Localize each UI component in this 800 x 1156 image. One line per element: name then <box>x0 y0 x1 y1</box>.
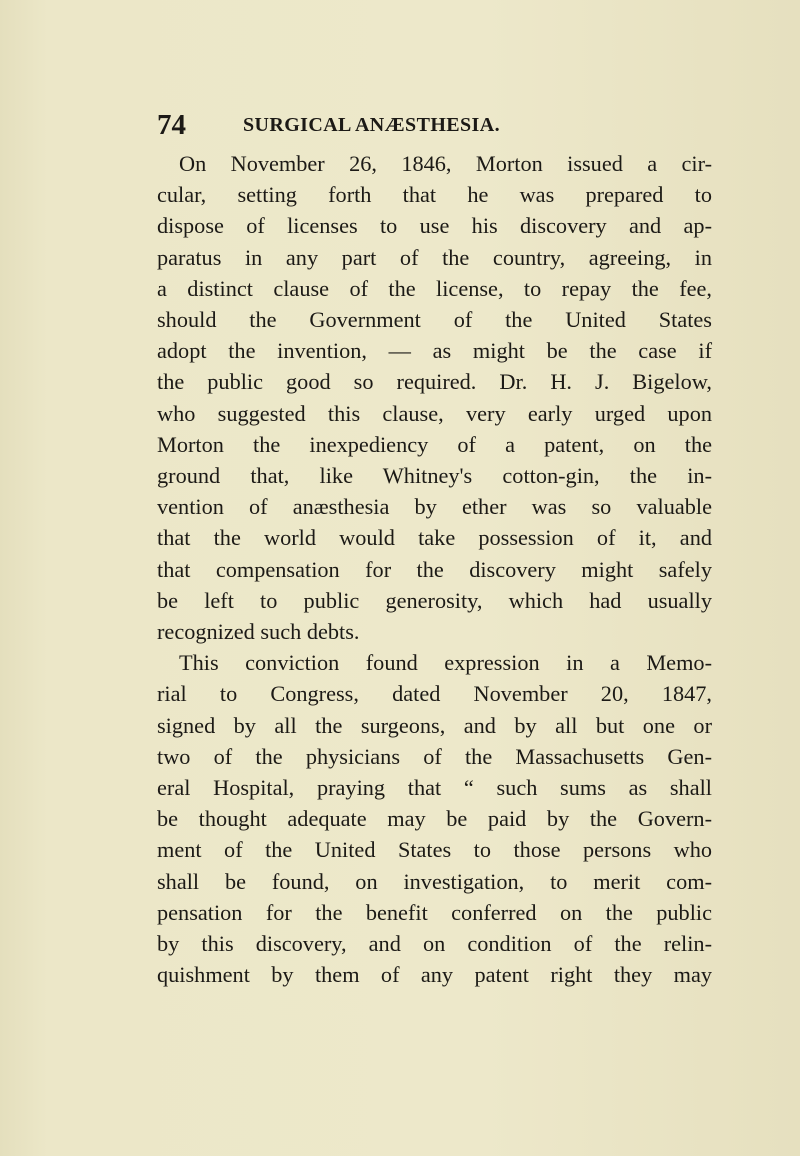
text-line: should the Government of the United States <box>157 307 712 333</box>
text-line: the public good so required. Dr. H. J. Bigelow, <box>157 369 712 395</box>
text-line: ment of the United States to those persons who <box>157 837 712 863</box>
running-head: SURGICAL ANÆSTHESIA. <box>243 114 500 136</box>
page-number: 74 <box>157 109 186 141</box>
text-line: signed by all the surgeons, and by all but one or <box>157 712 712 738</box>
text-line: that compensation for the discovery might safely <box>157 556 712 582</box>
text-line: adopt the invention, — as might be the case if <box>157 338 712 364</box>
text-line: cular, setting forth that he was prepared to <box>157 182 712 208</box>
text-line: dispose of licenses to use his discovery and ap- <box>157 213 712 239</box>
text-line: rial to Congress, dated November 20, 1847, <box>157 681 712 707</box>
text-line: be left to public generosity, which had usually <box>157 587 712 613</box>
text-line: vention of anæsthesia by ether was so valuable <box>157 494 712 520</box>
text-line: quishment by them of any patent right they may <box>157 962 712 988</box>
text-line: Morton the inexpediency of a patent, on the <box>157 431 712 457</box>
text-line: paratus in any part of the country, agreeing, in <box>157 244 712 270</box>
text-line: pensation for the benefit conferred on the public <box>157 899 712 925</box>
text-line: ground that, like Whitney's cotton-gin, the in- <box>157 463 712 489</box>
text-line: who suggested this clause, very early urged upon <box>157 400 712 426</box>
text-line: eral Hospital, praying that “ such sums as shall <box>157 775 712 801</box>
text-line: shall be found, on investigation, to merit com- <box>157 868 712 894</box>
text-line: by this discovery, and on condition of the relin- <box>157 931 712 957</box>
text-line: recognized such debts. <box>157 619 360 645</box>
text-line: On November 26, 1846, Morton issued a cir- <box>179 151 712 176</box>
text-line: that the world would take possession of it, and <box>157 525 712 551</box>
text-line: two of the physicians of the Massachusetts Gen- <box>157 743 712 769</box>
body-text <box>157 148 712 990</box>
page-header <box>157 108 712 142</box>
text-line: a distinct clause of the license, to repay the fee, <box>157 275 712 301</box>
text-line: be thought adequate may be paid by the Govern- <box>157 806 712 832</box>
text-line: This conviction found expression in a Memo- <box>179 650 712 676</box>
